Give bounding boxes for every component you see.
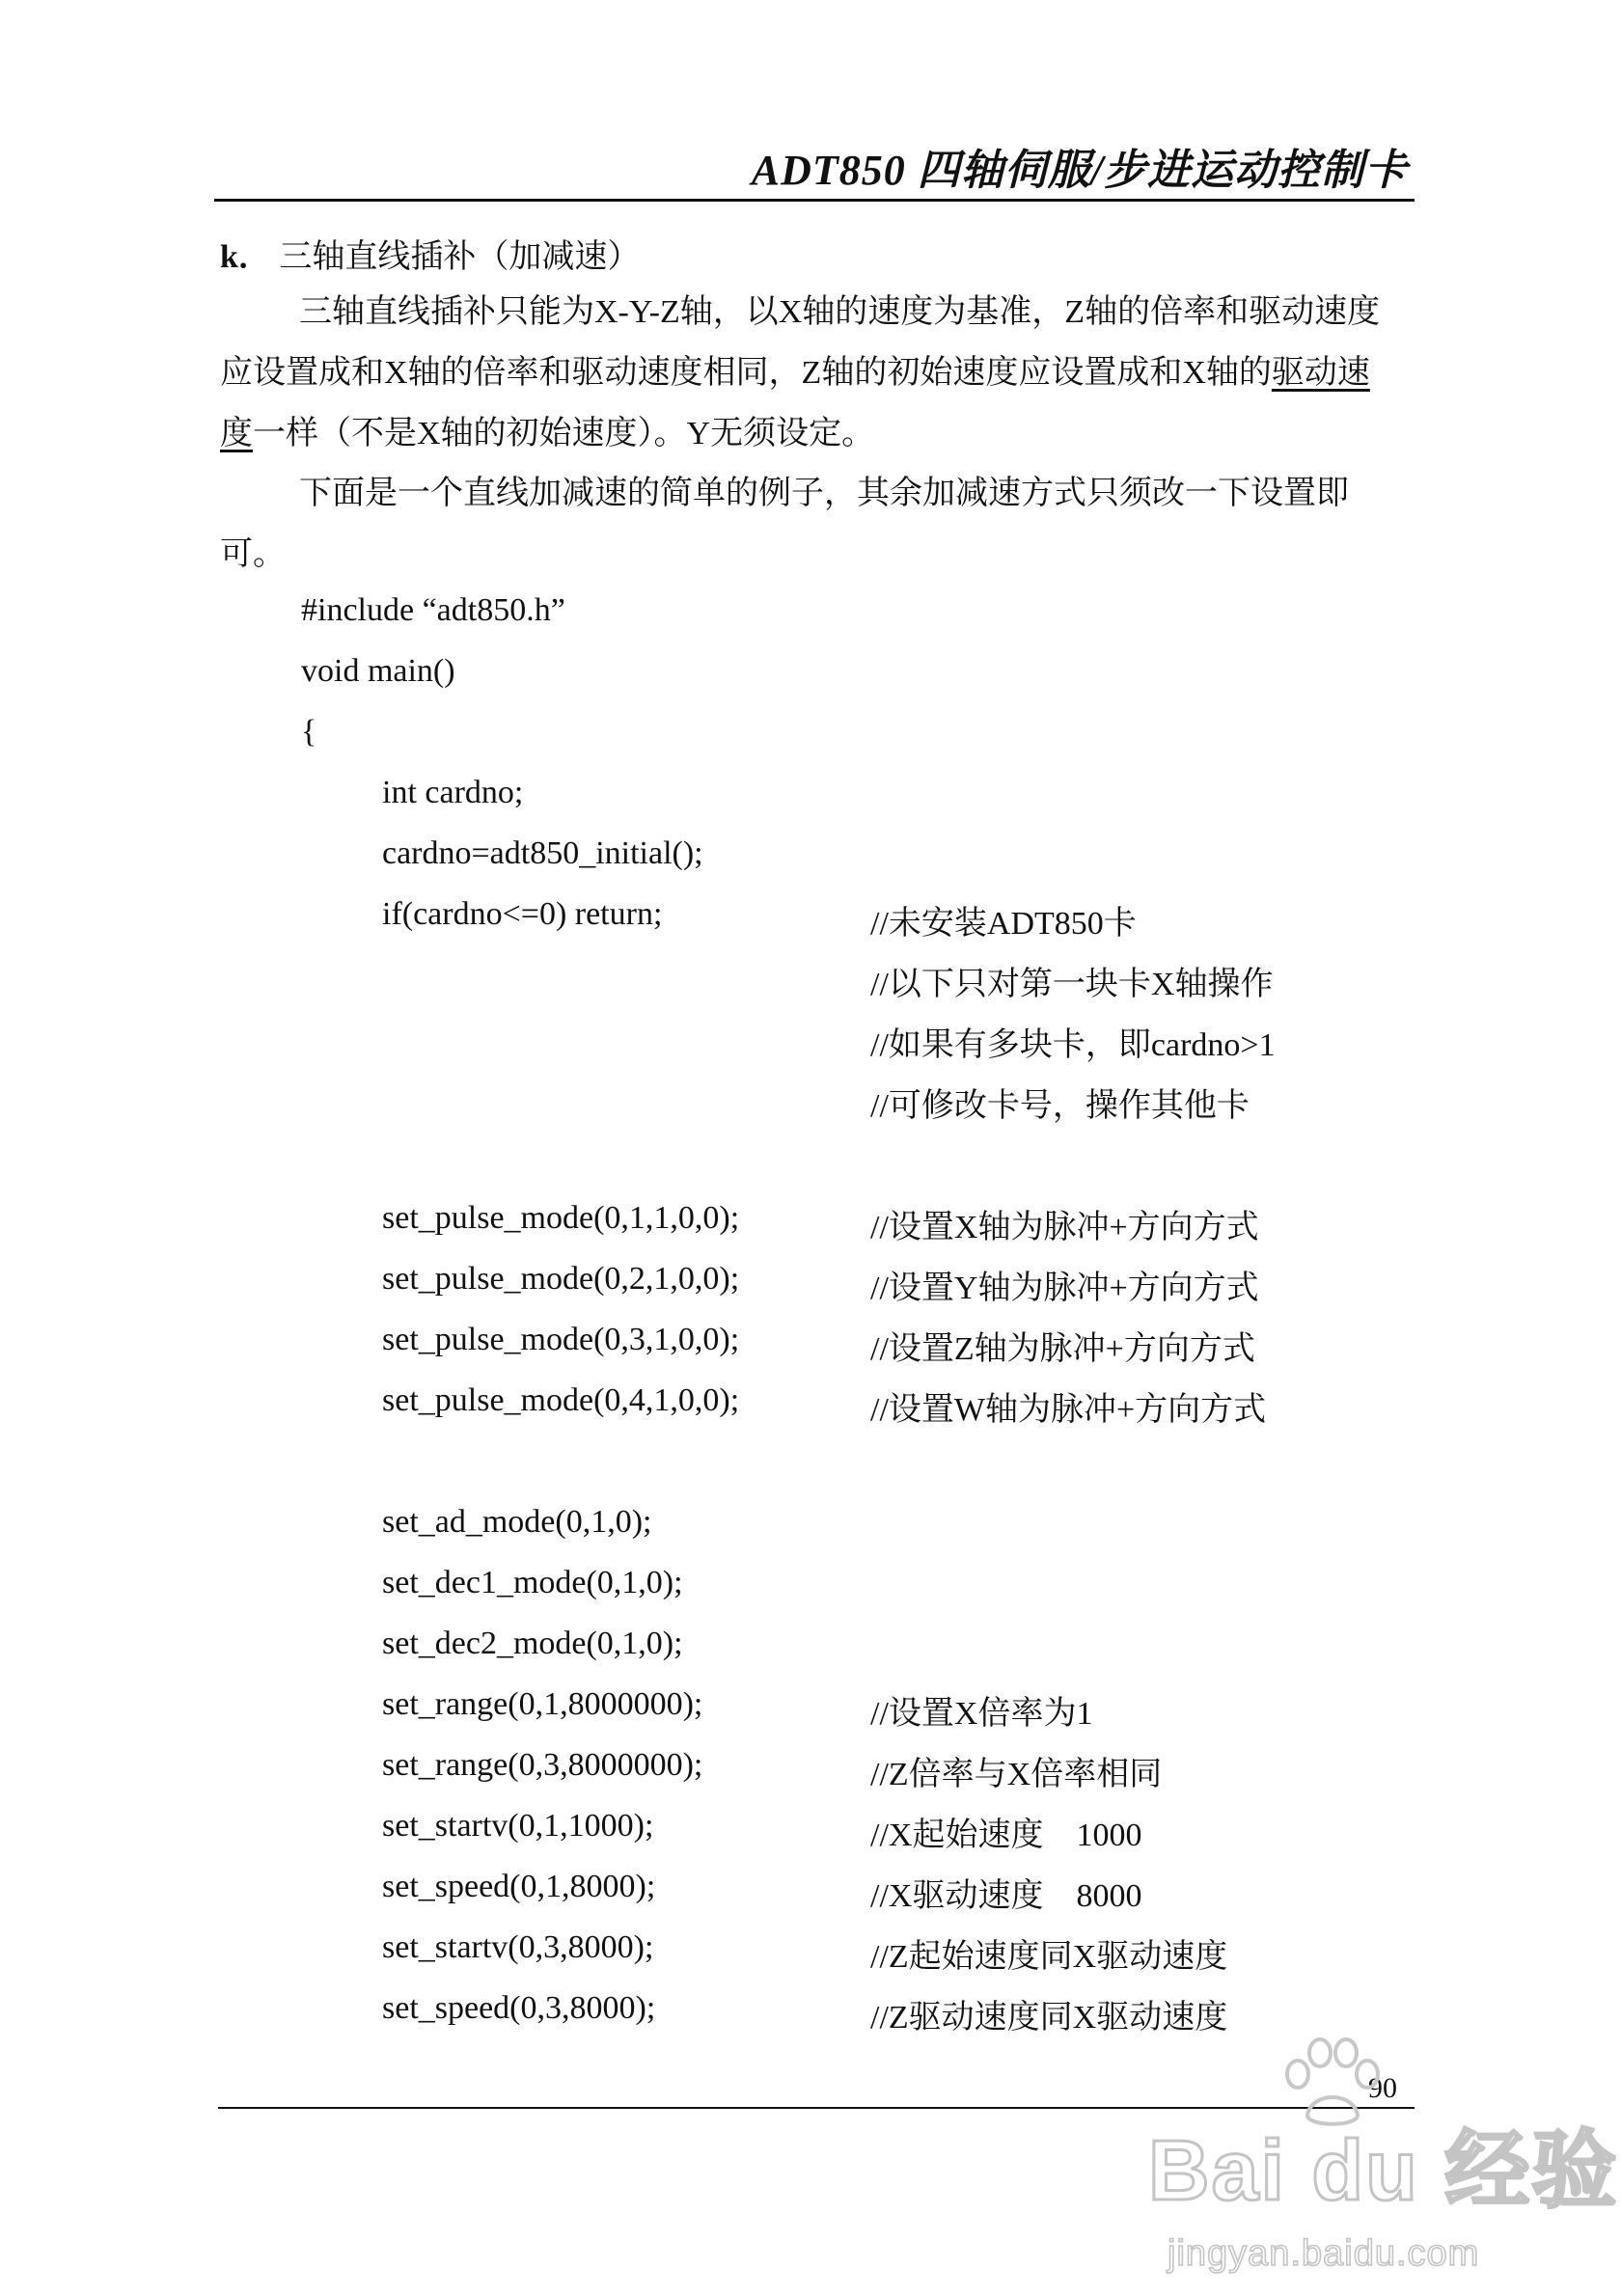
code-comment: //Z驱动速度同X驱动速度 — [870, 2000, 1228, 2036]
code-comment: //设置X轴为脉冲+方向方式 — [870, 1210, 1259, 1245]
header-rule — [214, 199, 1415, 202]
code-line: set_dec2_mode(0,1,0); — [382, 1626, 683, 1661]
code-line: set_pulse_mode(0,1,1,0,0); — [382, 1200, 740, 1236]
code-comment: //设置W轴为脉冲+方向方式 — [870, 1392, 1267, 1428]
code-line: set_pulse_mode(0,3,1,0,0); — [382, 1322, 740, 1357]
code-line: set_speed(0,1,8000); — [382, 1869, 656, 1904]
paragraph-1-text-after: 一样（不是X轴的初始速度）。Y无须设定。 — [253, 416, 875, 451]
code-line: set_dec1_mode(0,1,0); — [382, 1565, 683, 1600]
code-line: if(cardno<=0) return; — [382, 896, 663, 932]
section-title: 三轴直线插补（加减速） — [279, 239, 641, 275]
code-comment: //设置Z轴为脉冲+方向方式 — [870, 1331, 1255, 1367]
code-line: set_startv(0,3,8000); — [382, 1929, 654, 1965]
code-line: { — [301, 714, 317, 750]
code-comment: //Z倍率与X倍率相同 — [870, 1757, 1163, 1792]
paragraph-2: 下面是一个直线加减速的简单的例子，其余加减速方式只须改一下设置即可。 — [220, 476, 1349, 572]
code-line: set_range(0,1,8000000); — [382, 1686, 703, 1722]
code-line: set_startv(0,1,1000); — [382, 1808, 654, 1844]
paragraph-1 — [220, 282, 1397, 464]
document-header-title: ADT850 四轴伺服/步进运动控制卡 — [751, 147, 1408, 194]
paragraph-1-text: 三轴直线插补只能为X-Y-Z轴，以X轴的速度为基准，Z轴的倍率和驱动速度应设置成和X轴的倍率和驱动速度相同，Z轴的初始速度应设置成和X轴的 — [220, 294, 1381, 391]
code-line: void main() — [301, 653, 455, 689]
section-heading — [220, 230, 640, 277]
code-line: set_pulse_mode(0,4,1,0,0); — [382, 1382, 740, 1418]
code-comment: //设置Y轴为脉冲+方向方式 — [870, 1271, 1259, 1306]
code-comment: //X起始速度 1000 — [870, 1818, 1142, 1853]
code-comment: //可修改卡号，操作其他卡 — [870, 1088, 1250, 1124]
code-comment: //X驱动速度 8000 — [870, 1878, 1142, 1914]
code-line: set_pulse_mode(0,2,1,0,0); — [382, 1261, 740, 1297]
code-line: set_ad_mode(0,1,0); — [382, 1504, 652, 1540]
code-line: #include “adt850.h” — [301, 592, 565, 628]
watermark-url: jingyan.baidu.com — [1168, 2233, 1480, 2274]
watermark-logo-text: Bai du 经验 — [1148, 2122, 1619, 2218]
code-comment: //如果有多块卡，即cardno>1 — [870, 1027, 1276, 1063]
code-line: set_speed(0,3,8000); — [382, 1990, 656, 2026]
page-number: 90 — [1368, 2072, 1397, 2104]
code-comment: //Z起始速度同X驱动速度 — [870, 1939, 1228, 1975]
code-comment: //设置X倍率为1 — [870, 1696, 1093, 1732]
baidu-watermark — [1148, 2036, 1619, 2286]
code-line: int cardno; — [382, 775, 524, 810]
code-comment: //以下只对第一块卡X轴操作 — [870, 967, 1274, 1002]
section-label: k． — [220, 239, 271, 275]
code-line: set_range(0,3,8000000); — [382, 1747, 703, 1783]
code-comment: //未安装ADT850卡 — [870, 906, 1137, 942]
code-line: cardno=adt850_initial(); — [382, 835, 703, 871]
paragraph-1-underlined: 驱动速度 — [220, 355, 1370, 451]
